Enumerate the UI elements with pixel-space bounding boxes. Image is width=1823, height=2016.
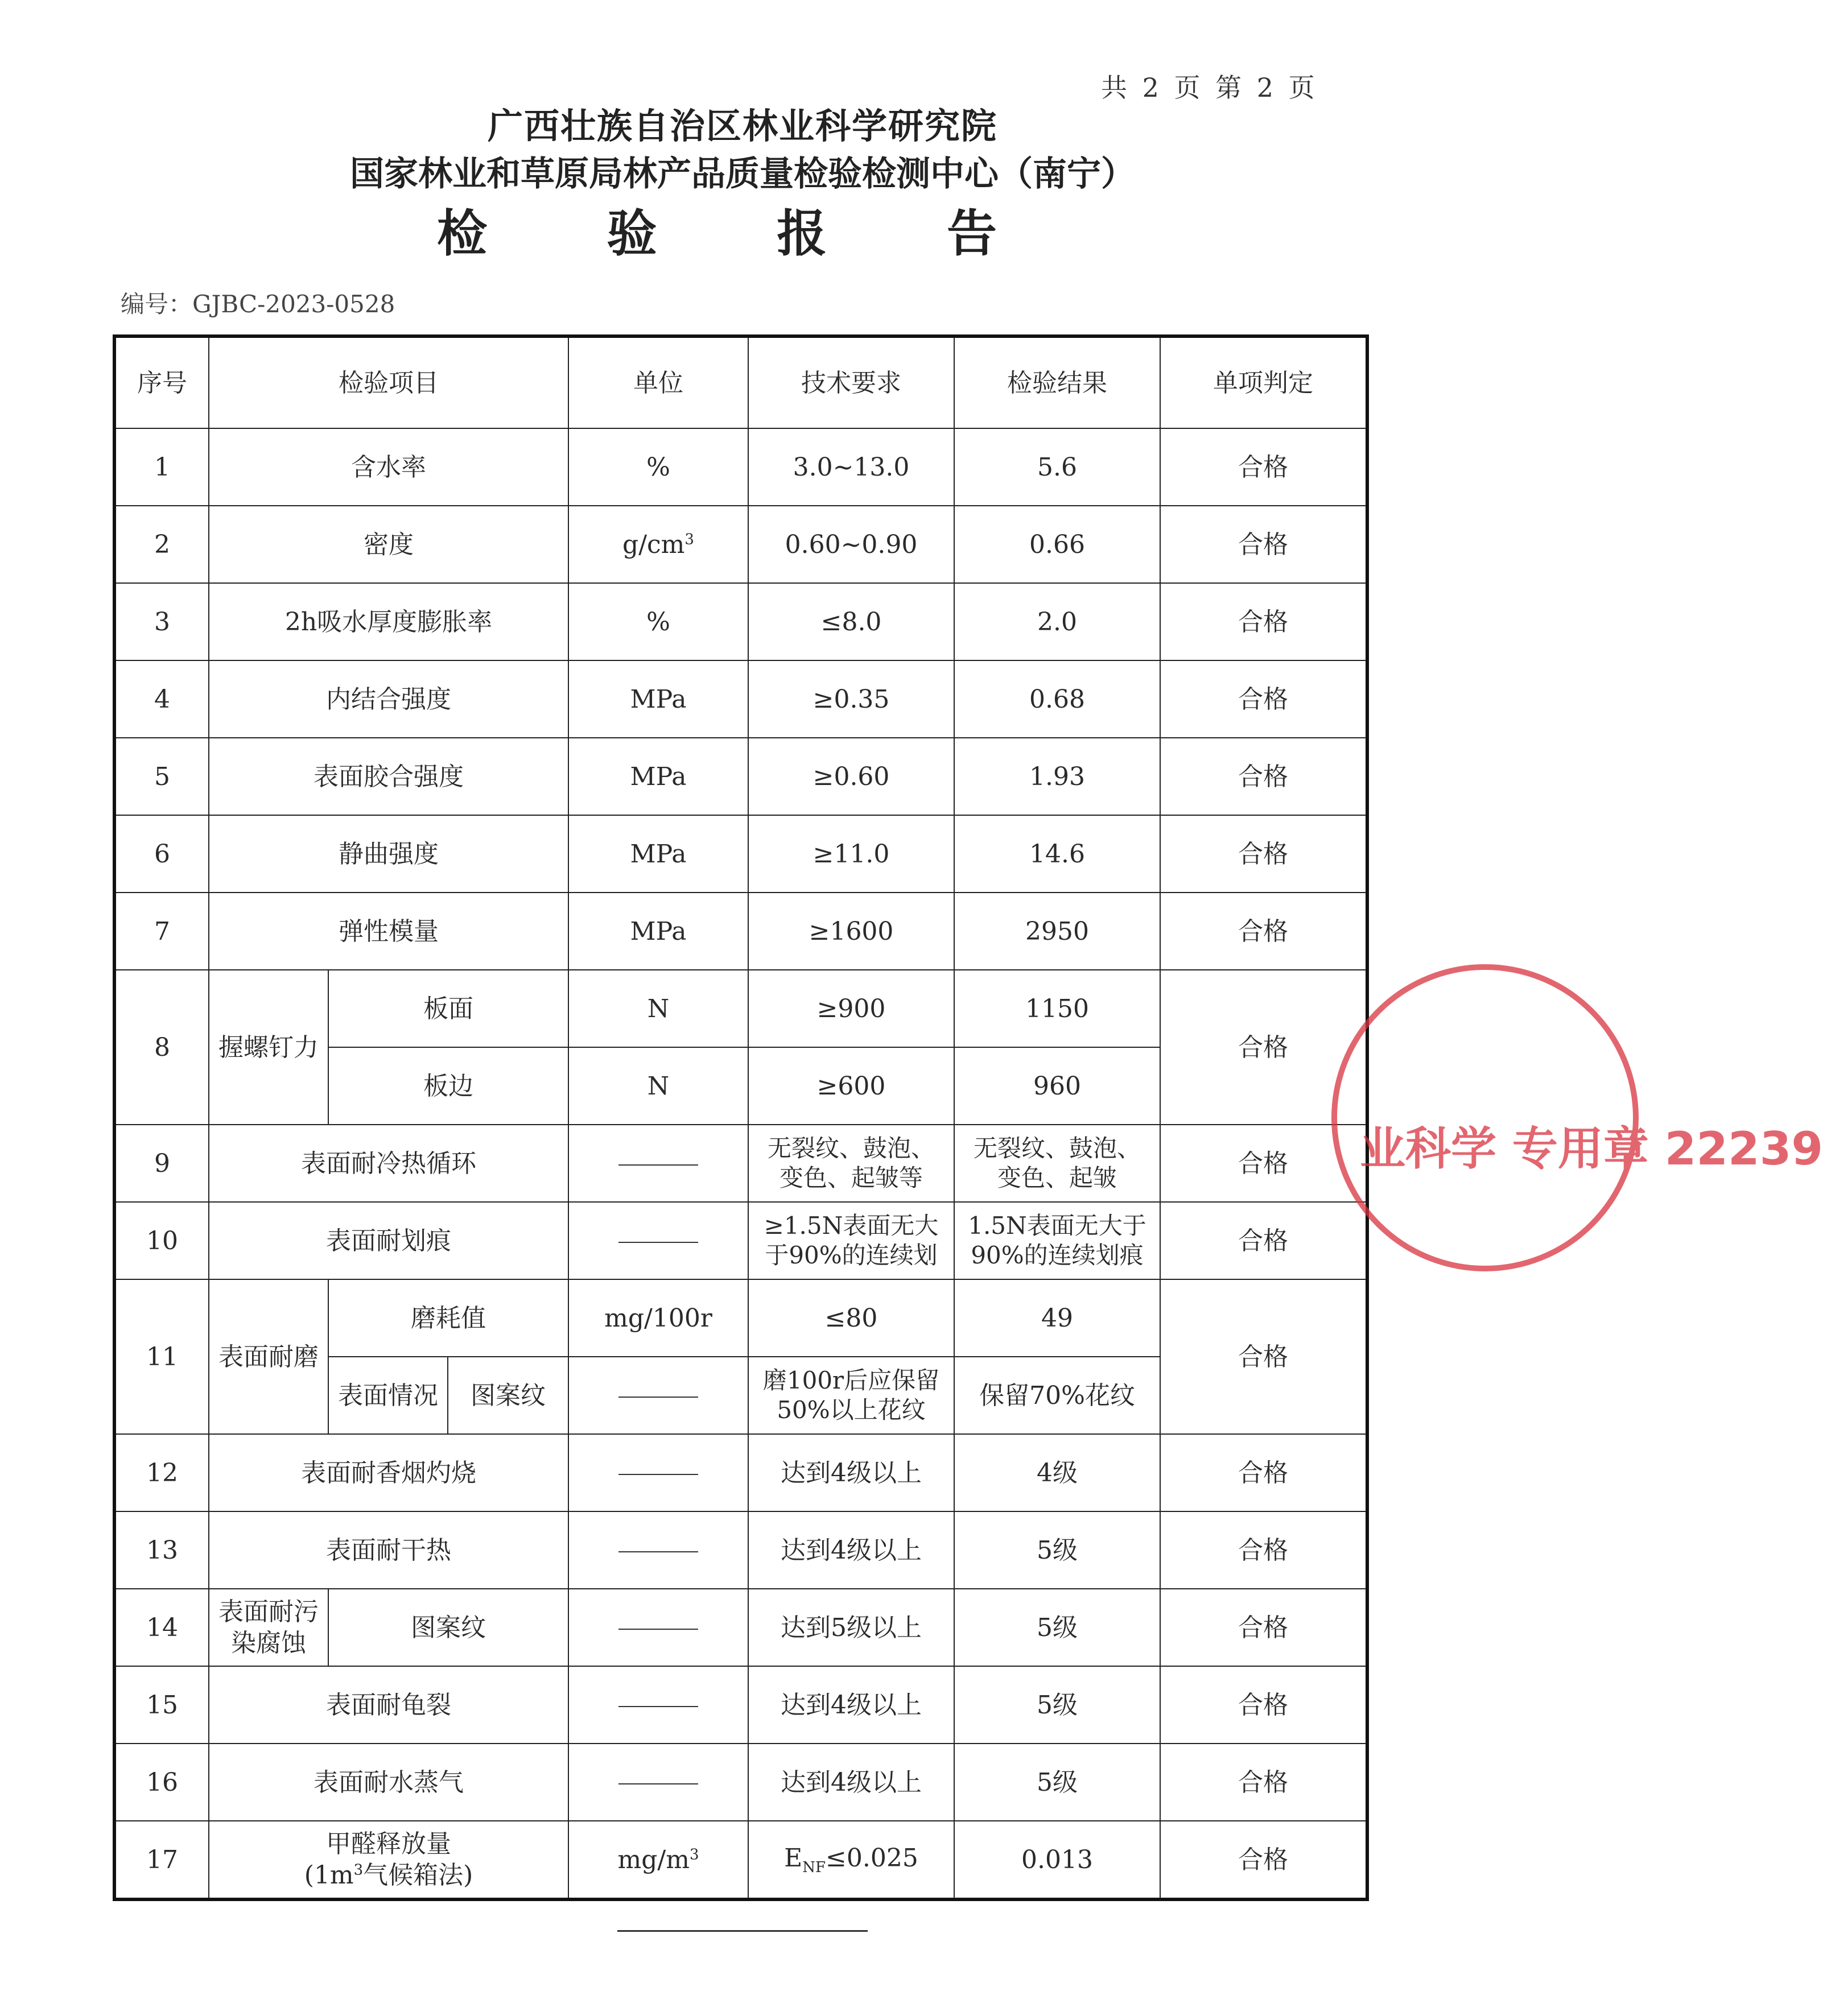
report-number: 编号：GJBC-2023-0528: [121, 290, 395, 318]
row-result: 保留70%花纹: [954, 1357, 1160, 1434]
row-item: 表面耐水蒸气: [209, 1744, 568, 1821]
row-result: [954, 1202, 1160, 1279]
requirement-line: 无裂纹、鼓泡、: [767, 1134, 935, 1162]
row-subitem: 表面情况: [328, 1357, 448, 1434]
row-unit: %: [568, 428, 748, 506]
row-unit: MPa: [568, 815, 748, 893]
row-unit: [568, 1202, 748, 1279]
row-requirement: 达到4级以上: [748, 1744, 954, 1821]
row-item: 含水率: [209, 428, 568, 506]
row-item: 表面耐划痕: [209, 1202, 568, 1279]
unit-superscript: 3: [689, 1845, 699, 1863]
item-line: [212, 1860, 566, 1891]
row-unit: [568, 1125, 748, 1202]
requirement-line: 于90%的连续划: [765, 1241, 938, 1269]
row-unit: mg/100r: [568, 1279, 748, 1357]
center-name: 国家林业和草原局林产品质量检验检测中心（南宁）: [350, 154, 1135, 194]
table-row: [114, 1666, 1367, 1744]
requirement-line: 变色、起皱等: [779, 1164, 923, 1192]
row-requirement: 3.0~13.0: [748, 428, 954, 506]
row-item: 密度: [209, 506, 568, 583]
row-item: [209, 1589, 328, 1666]
table-row: [114, 1202, 1367, 1279]
report-title: 检 验 报 告: [437, 204, 1048, 263]
row-item: 表面耐磨: [209, 1279, 328, 1434]
official-seal: [1331, 964, 1823, 1271]
seal-text: 业科学 专用章 22239: [1360, 1122, 1823, 1175]
row-result: 1150: [954, 970, 1160, 1047]
result-line: 1.5N表面无大于: [968, 1211, 1146, 1240]
row-requirement: 达到4级以上: [748, 1511, 954, 1589]
row-judgement: 合格: [1160, 893, 1367, 970]
row-judgement: 合格: [1160, 1279, 1367, 1434]
row-result: 5.6: [954, 428, 1160, 506]
row-requirement: [748, 1202, 954, 1279]
report-header: [0, 102, 1485, 265]
header-no: 序号: [114, 336, 209, 428]
row-unit: %: [568, 583, 748, 660]
page-number: 共 2 页 第 2 页: [1101, 72, 1318, 103]
row-result: [954, 1125, 1160, 1202]
row-result: 5级: [954, 1666, 1160, 1744]
row-result: 5级: [954, 1589, 1160, 1666]
row-subitem-detail: 图案纹: [448, 1357, 568, 1434]
row-unit: [568, 506, 748, 583]
row-judgement: 合格: [1160, 1821, 1367, 1899]
row-no: 7: [114, 893, 209, 970]
row-judgement: 合格: [1160, 583, 1367, 660]
requirement-line: 磨100r后应保留: [762, 1366, 940, 1394]
unit-superscript: 3: [684, 530, 694, 548]
row-requirement: ≥0.35: [748, 660, 954, 738]
row-unit: N: [568, 1047, 748, 1125]
dash-mark: [618, 1242, 698, 1243]
result-line: 无裂纹、鼓泡、: [973, 1134, 1141, 1162]
row-requirement: ≥0.60: [748, 738, 954, 815]
row-requirement: ≥900: [748, 970, 954, 1047]
requirement-value: ≤0.025: [826, 1843, 918, 1873]
dash-mark: [618, 1164, 698, 1166]
row-no: 5: [114, 738, 209, 815]
table-row: [114, 428, 1367, 506]
header-item: 检验项目: [209, 336, 568, 428]
header-result: 检验结果: [954, 336, 1160, 428]
row-no: 12: [114, 1434, 209, 1511]
table-row: [114, 815, 1367, 893]
table-row: [114, 660, 1367, 738]
row-result: 2.0: [954, 583, 1160, 660]
row-item: 表面耐龟裂: [209, 1666, 568, 1744]
row-item: 表面耐冷热循环: [209, 1125, 568, 1202]
row-unit: MPa: [568, 893, 748, 970]
row-result: 0.66: [954, 506, 1160, 583]
row-item: 弹性模量: [209, 893, 568, 970]
item-part: 气候箱法): [363, 1861, 473, 1890]
row-judgement: 合格: [1160, 1434, 1367, 1511]
row-result: 49: [954, 1279, 1160, 1357]
row-subitem: 图案纹: [328, 1589, 568, 1666]
row-result: 4级: [954, 1434, 1160, 1511]
row-unit: MPa: [568, 738, 748, 815]
table-row: [114, 1744, 1367, 1821]
table-header-row: [114, 336, 1367, 428]
dash-mark: [618, 1706, 698, 1707]
requirement-line: 50%以上花纹: [777, 1396, 926, 1424]
table-row: [114, 1821, 1367, 1899]
row-result: 0.013: [954, 1821, 1160, 1899]
table-row: [114, 893, 1367, 970]
row-result: 1.93: [954, 738, 1160, 815]
row-unit: [568, 1666, 748, 1744]
item-line: 表面耐污: [218, 1597, 319, 1626]
row-subitem: 磨耗值: [328, 1279, 568, 1357]
row-judgement: 合格: [1160, 1666, 1367, 1744]
item-superscript: 3: [353, 1861, 364, 1879]
dash-mark: [618, 1551, 698, 1552]
row-requirement: 达到4级以上: [748, 1434, 954, 1511]
row-result: 2950: [954, 893, 1160, 970]
row-no: 14: [114, 1589, 209, 1666]
unit-base: g/cm: [622, 530, 685, 559]
unit-base: mg/m: [617, 1845, 690, 1874]
header-judgement: 单项判定: [1160, 336, 1367, 428]
footer-rule: [617, 1930, 868, 1932]
item-line: 染腐蚀: [231, 1629, 306, 1658]
row-item: 握螺钉力: [209, 970, 328, 1125]
row-judgement: 合格: [1160, 1744, 1367, 1821]
row-no: 2: [114, 506, 209, 583]
table-row: [114, 970, 1367, 1047]
row-unit: [568, 1589, 748, 1666]
row-unit: [568, 1821, 748, 1899]
row-requirement: ≥600: [748, 1047, 954, 1125]
organization-name: 广西壮族自治区林业科学研究院: [487, 105, 997, 147]
row-subitem: 板面: [328, 970, 568, 1047]
row-unit: [568, 1357, 748, 1434]
row-no: 4: [114, 660, 209, 738]
row-requirement: 达到5级以上: [748, 1589, 954, 1666]
row-requirement: [748, 1357, 954, 1434]
row-requirement: 达到4级以上: [748, 1666, 954, 1744]
row-item: 静曲强度: [209, 815, 568, 893]
row-requirement: ≤8.0: [748, 583, 954, 660]
row-item: 表面耐干热: [209, 1511, 568, 1589]
dash-mark: [618, 1783, 698, 1784]
row-result: 0.68: [954, 660, 1160, 738]
row-requirement: 0.60~0.90: [748, 506, 954, 583]
row-result: 14.6: [954, 815, 1160, 893]
row-item: 表面耐香烟灼烧: [209, 1434, 568, 1511]
row-result: 960: [954, 1047, 1160, 1125]
row-subitem: 板边: [328, 1047, 568, 1125]
row-item: [209, 1821, 568, 1899]
row-requirement: ≤80: [748, 1279, 954, 1357]
row-judgement: 合格: [1160, 1511, 1367, 1589]
table-row: [114, 506, 1367, 583]
table-row: [114, 1279, 1367, 1357]
header-requirement: 技术要求: [748, 336, 954, 428]
row-judgement: 合格: [1160, 660, 1367, 738]
row-unit: [568, 1434, 748, 1511]
result-line: 变色、起皱: [997, 1164, 1117, 1192]
table-row: [114, 1589, 1367, 1666]
table-row: [114, 1125, 1367, 1202]
row-requirement: ≥11.0: [748, 815, 954, 893]
dash-mark: [618, 1397, 698, 1398]
row-no: 6: [114, 815, 209, 893]
item-line: 甲醛释放量: [326, 1829, 451, 1858]
item-part: (1m: [304, 1861, 354, 1890]
row-result: 5级: [954, 1744, 1160, 1821]
row-no: 8: [114, 970, 209, 1125]
row-item: 内结合强度: [209, 660, 568, 738]
dash-mark: [618, 1474, 698, 1475]
row-no: 10: [114, 1202, 209, 1279]
row-judgement: 合格: [1160, 428, 1367, 506]
row-no: 3: [114, 583, 209, 660]
row-unit: [568, 1511, 748, 1589]
row-judgement: 合格: [1160, 815, 1367, 893]
requirement-line: ≥1.5N表面无大: [764, 1211, 939, 1240]
row-requirement: ≥1600: [748, 893, 954, 970]
row-requirement: [748, 1125, 954, 1202]
dash-mark: [618, 1629, 698, 1630]
row-item: 2h吸水厚度膨胀率: [209, 583, 568, 660]
inspection-table: [113, 334, 1369, 1901]
table-row: [114, 1511, 1367, 1589]
row-no: 11: [114, 1279, 209, 1434]
row-judgement: 合格: [1160, 738, 1367, 815]
row-no: 15: [114, 1666, 209, 1744]
row-judgement: 合格: [1160, 1202, 1367, 1279]
row-no: 1: [114, 428, 209, 506]
row-item: 表面胶合强度: [209, 738, 568, 815]
table-row: [114, 583, 1367, 660]
header-unit: 单位: [568, 336, 748, 428]
row-judgement: 合格: [1160, 1125, 1367, 1202]
row-no: 9: [114, 1125, 209, 1202]
row-unit: N: [568, 970, 748, 1047]
requirement-base: E: [784, 1843, 803, 1873]
row-judgement: 合格: [1160, 1589, 1367, 1666]
table-row: [114, 738, 1367, 815]
row-unit: MPa: [568, 660, 748, 738]
table-row: [114, 1434, 1367, 1511]
row-judgement: 合格: [1160, 970, 1367, 1125]
requirement-subscript: NF: [802, 1858, 826, 1876]
row-unit: [568, 1744, 748, 1821]
row-no: 13: [114, 1511, 209, 1589]
row-result: 5级: [954, 1511, 1160, 1589]
row-no: 17: [114, 1821, 209, 1899]
row-no: 16: [114, 1744, 209, 1821]
row-requirement: [748, 1821, 954, 1899]
result-line: 90%的连续划痕: [971, 1241, 1144, 1269]
row-judgement: 合格: [1160, 506, 1367, 583]
